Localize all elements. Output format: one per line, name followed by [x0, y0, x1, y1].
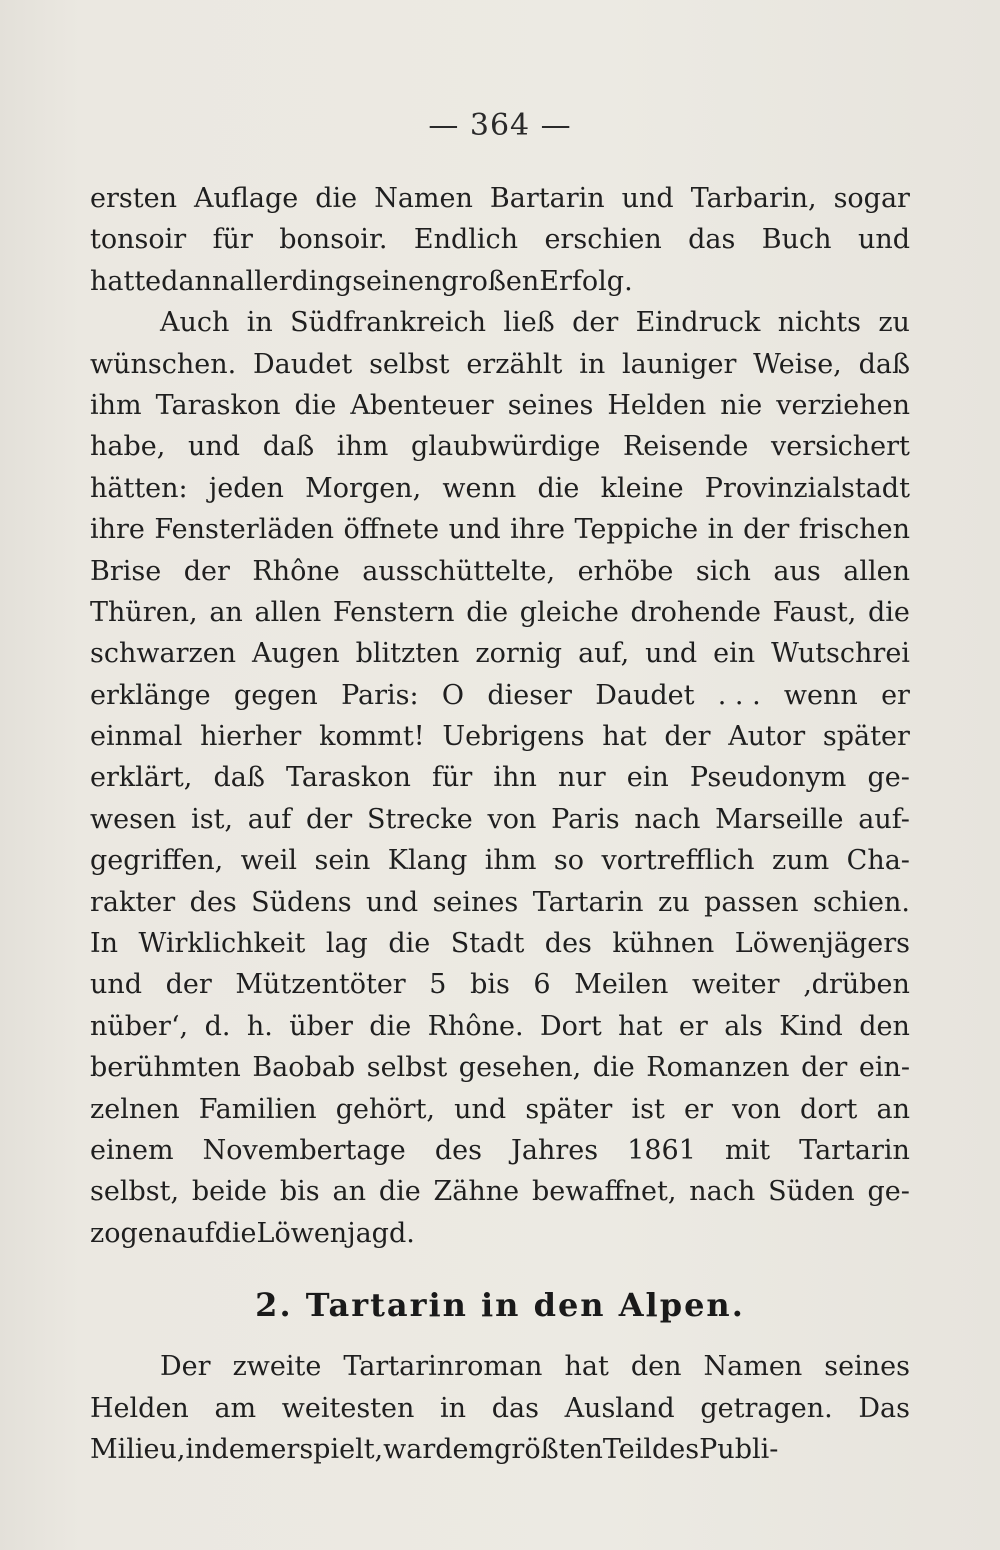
word: Buch: [761, 224, 832, 256]
word: h.: [246, 1010, 273, 1042]
word: Meilen: [574, 969, 669, 1001]
word: zweite: [232, 1351, 322, 1383]
word: Familien: [198, 1093, 317, 1125]
word: ein: [626, 762, 669, 794]
word: nach: [689, 1176, 756, 1208]
word: an: [209, 596, 243, 628]
word: Baobab: [252, 1052, 356, 1084]
word: auf-: [858, 803, 910, 835]
word: Uebrigens: [442, 721, 585, 753]
word: rakter: [90, 886, 176, 918]
word: Namen: [703, 1351, 803, 1383]
word: zelnen: [90, 1093, 180, 1125]
word: Klang: [387, 845, 468, 877]
word: dann: [161, 265, 230, 297]
word: Helden: [90, 1392, 189, 1424]
word: Thüren,: [90, 596, 198, 628]
word: gehört,: [335, 1093, 436, 1125]
word: Augen: [252, 638, 340, 670]
word: daß: [262, 431, 315, 463]
word: dem: [435, 1433, 495, 1465]
word: Auflage: [193, 183, 299, 214]
word: passen: [704, 886, 799, 918]
word: Stadt: [450, 928, 525, 960]
word: die: [537, 472, 580, 504]
section-heading-wrap: [90, 1274, 910, 1346]
text-line: [90, 633, 910, 674]
word: ist,: [191, 803, 234, 835]
body-text: [90, 178, 910, 1470]
word: Abenteuer: [350, 389, 494, 421]
word: erklänge: [90, 679, 211, 711]
word: Marseille: [715, 803, 844, 835]
word: getragen.: [700, 1392, 833, 1424]
word: nie: [720, 389, 763, 421]
word: hat: [618, 1010, 663, 1042]
word: an: [876, 1093, 910, 1125]
word: dort: [800, 1093, 858, 1125]
word: frischen: [798, 514, 910, 546]
word: und: [857, 224, 910, 256]
word: spielt,: [299, 1433, 384, 1465]
word: ihm: [484, 845, 537, 877]
word: gegen: [233, 679, 318, 711]
word: Pseudonym: [689, 762, 847, 794]
word: das: [688, 224, 736, 256]
word: Faust,: [772, 596, 857, 628]
word: allen: [254, 596, 322, 628]
text-line: [90, 1388, 910, 1429]
word: ihm: [336, 431, 389, 463]
word: bis: [279, 1176, 320, 1208]
word: öffnete: [343, 514, 440, 546]
word: Kind: [779, 1010, 843, 1042]
word: ge-: [867, 1176, 910, 1208]
word: Paris:: [341, 679, 419, 711]
word: ein: [713, 638, 756, 670]
word: Tartarinroman: [343, 1351, 543, 1383]
word: wenn: [442, 472, 517, 504]
word: zu: [878, 307, 910, 339]
text-line: [90, 302, 910, 343]
word: er: [683, 1093, 713, 1125]
word: ist: [631, 1093, 665, 1125]
word: und: [366, 886, 419, 918]
word: und: [448, 514, 501, 546]
word: blitzten: [355, 638, 460, 670]
word: ge-: [867, 762, 910, 794]
word: wünschen.: [90, 348, 237, 380]
word: Daudet: [595, 679, 695, 711]
word: 5: [429, 969, 447, 1001]
word: schien.: [813, 886, 910, 918]
word: habe,: [90, 431, 166, 463]
paragraph-3: [90, 1346, 910, 1470]
text-line: [90, 675, 910, 716]
word: des: [652, 1433, 700, 1465]
word: großen: [441, 265, 540, 297]
word: für: [212, 224, 253, 256]
word: die: [592, 1052, 635, 1084]
word: nur: [557, 762, 606, 794]
word: einmal: [90, 721, 183, 753]
word: Fensterläden: [154, 514, 334, 546]
word: Teppiche: [574, 514, 699, 546]
word: in: [440, 1392, 467, 1424]
word: hat: [602, 721, 647, 753]
word: berühmten: [90, 1052, 241, 1084]
word: war: [383, 1433, 436, 1465]
word: Dort: [540, 1010, 602, 1042]
word: die: [214, 1217, 257, 1249]
word: er: [678, 1010, 708, 1042]
word: selbst: [369, 348, 450, 380]
word: bis: [470, 969, 510, 1001]
word: Teil: [602, 1433, 653, 1465]
word: allerdings: [229, 265, 367, 297]
word: Brise: [90, 555, 162, 587]
word: Endlich: [413, 224, 519, 256]
word: das: [491, 1392, 539, 1424]
word: ersten: [90, 183, 177, 214]
word: der: [165, 969, 212, 1001]
word: kühnen: [612, 928, 715, 960]
word: ihre: [90, 514, 145, 546]
word: hätten:: [90, 472, 188, 504]
text-line: [90, 840, 910, 881]
word: kommt!: [319, 721, 425, 753]
word: erklärt,: [90, 762, 193, 794]
word: Novembertage: [202, 1134, 406, 1166]
word: dem: [211, 1433, 271, 1465]
word: und: [645, 638, 698, 670]
word: erhöbe: [577, 555, 674, 587]
word: hierher: [200, 721, 302, 753]
word: auf: [171, 1217, 215, 1249]
word: der: [664, 721, 711, 753]
word: auf: [247, 803, 292, 835]
word: mit: [724, 1134, 771, 1166]
word: von: [732, 1093, 781, 1125]
word: für: [432, 762, 473, 794]
word: zu: [658, 886, 690, 918]
word: zornig: [475, 638, 563, 670]
word: so: [553, 845, 584, 877]
word: d.: [204, 1010, 231, 1042]
word: wenn: [783, 679, 858, 711]
word: Cha-: [846, 845, 910, 877]
word: bonsoir.: [279, 224, 388, 256]
word: versichert: [771, 431, 910, 463]
word: wesen: [90, 803, 177, 835]
word: in: [185, 1433, 212, 1465]
text-line: [90, 1089, 910, 1130]
word: er: [270, 1433, 300, 1465]
word: Löwenjagd.: [256, 1217, 415, 1249]
word: und: [454, 1093, 507, 1125]
word: weitesten: [281, 1392, 415, 1424]
word: auf,: [578, 638, 630, 670]
word: glaubwürdige: [411, 431, 601, 463]
word: Paris: [551, 803, 620, 835]
word: Das: [858, 1392, 910, 1424]
word: Morgen,: [305, 472, 422, 504]
word: Südens: [251, 886, 352, 918]
word: vortrefflich: [601, 845, 755, 877]
word: lag: [325, 928, 368, 960]
text-line: [90, 468, 910, 509]
word: der: [743, 514, 790, 546]
word: die: [867, 596, 910, 628]
word: Rhône.: [427, 1010, 524, 1042]
word: selbst,: [90, 1176, 180, 1208]
word: Fenstern: [332, 596, 455, 628]
word: Bartarin: [489, 183, 605, 214]
word: Daudet: [253, 348, 353, 380]
word: Ausland: [564, 1392, 675, 1424]
word: ‚drüben: [803, 969, 910, 1001]
word: Autor: [728, 721, 806, 753]
word: über: [289, 1010, 353, 1042]
word: die: [378, 1176, 421, 1208]
word: Eindruck: [635, 307, 761, 339]
word: Tartarin: [532, 886, 644, 918]
word: in: [246, 307, 273, 339]
word: zum: [772, 845, 830, 877]
text-line: [90, 178, 910, 219]
word: erzählt: [466, 348, 563, 380]
text-line: [90, 261, 910, 302]
word: . . .: [717, 679, 761, 711]
word: hatte: [90, 265, 162, 297]
word: des: [544, 928, 592, 960]
word: gegriffen,: [90, 845, 224, 877]
word: größten: [494, 1433, 603, 1465]
word: den: [630, 1351, 682, 1383]
word: allen: [843, 555, 910, 587]
word: ein-: [858, 1052, 910, 1084]
text-line: [90, 1429, 910, 1470]
word: launiger: [622, 348, 737, 380]
word: ausschüttelte,: [362, 555, 556, 587]
text-line: [90, 426, 910, 467]
word: Taraskon: [155, 389, 281, 421]
page-number: — 364 —: [428, 108, 572, 143]
word: nach: [634, 803, 701, 835]
text-line: [90, 799, 910, 840]
word: aus: [773, 555, 821, 587]
text-line: [90, 1006, 910, 1047]
word: sogar: [833, 183, 910, 214]
text-line: [90, 757, 910, 798]
word: schwarzen: [90, 638, 237, 670]
text-line: [90, 923, 910, 964]
word: der: [183, 555, 230, 587]
word: später: [822, 721, 910, 753]
word: und: [187, 431, 241, 463]
word: beide: [191, 1176, 268, 1208]
word: daß: [858, 348, 910, 380]
word: Romanzen: [646, 1052, 790, 1084]
word: drohende: [630, 596, 761, 628]
word: von: [487, 803, 537, 835]
word: weil: [240, 845, 298, 877]
text-line: [90, 592, 910, 633]
word: einem: [90, 1134, 174, 1166]
word: seines: [824, 1351, 910, 1383]
word: tonsoir: [90, 224, 187, 256]
word: die: [294, 389, 337, 421]
text-line: [90, 1213, 910, 1254]
word: die: [466, 596, 509, 628]
word: nichts: [777, 307, 861, 339]
word: Reisende: [622, 431, 749, 463]
word: in: [707, 514, 734, 546]
word: die: [388, 928, 431, 960]
text-line: [90, 716, 910, 757]
word: die: [369, 1010, 412, 1042]
text-line: [90, 219, 910, 260]
text-line: [90, 882, 910, 923]
word: Namen: [374, 183, 473, 214]
word: O: [441, 679, 465, 711]
word: Tartarin: [799, 1134, 910, 1166]
word: er: [881, 679, 910, 711]
word: sein: [314, 845, 371, 877]
word: seines: [432, 886, 519, 918]
word: Publi-: [699, 1433, 779, 1465]
word: seines: [507, 389, 594, 421]
text-line: [90, 509, 910, 550]
word: später: [525, 1093, 613, 1125]
word: und: [621, 183, 674, 214]
word: einen: [366, 265, 442, 297]
word: ihm: [90, 389, 142, 421]
word: Auch: [160, 307, 230, 339]
word: Der: [160, 1351, 211, 1383]
word: des: [189, 886, 237, 918]
word: Strecke: [366, 803, 473, 835]
word: die: [315, 183, 358, 214]
word: daß: [213, 762, 265, 794]
word: der: [801, 1052, 848, 1084]
text-line: [90, 551, 910, 592]
word: Wirklichkeit: [138, 928, 306, 960]
word: kleine: [600, 472, 684, 504]
word: Mützentöter: [235, 969, 406, 1001]
text-line: [90, 344, 910, 385]
word: ließ: [503, 307, 555, 339]
word: selbst: [366, 1052, 448, 1084]
word: dieser: [487, 679, 572, 711]
text-line: [90, 385, 910, 426]
text-line: [90, 1047, 910, 1088]
word: In: [90, 928, 119, 960]
word: Helden: [607, 389, 707, 421]
word: weiter: [692, 969, 780, 1001]
word: ihn: [493, 762, 537, 794]
word: bewaffnet,: [532, 1176, 677, 1208]
text-line: [90, 1346, 910, 1387]
word: gesehen,: [458, 1052, 582, 1084]
word: Wutschrei: [771, 638, 910, 670]
word: Rhône: [252, 555, 340, 587]
text-line: [90, 1130, 910, 1171]
word: Südfrankreich: [290, 307, 487, 339]
word: verziehen: [776, 389, 910, 421]
word: Provinzialstadt: [704, 472, 910, 504]
word: 1861: [627, 1134, 696, 1166]
word: Jahres: [511, 1134, 599, 1166]
word: Tarbarin,: [690, 183, 817, 214]
paragraph-1: [90, 178, 910, 302]
word: des: [434, 1134, 482, 1166]
section-heading: 2. Tartarin in den Alpen.: [255, 1286, 745, 1325]
word: erschien: [544, 224, 662, 256]
word: gleiche: [519, 596, 619, 628]
word: Zähne: [433, 1176, 520, 1208]
word: Löwenjägers: [734, 928, 910, 960]
word: der: [306, 803, 353, 835]
word: Weise,: [753, 348, 842, 380]
section-spacer: [90, 1254, 910, 1274]
word: 6: [533, 969, 551, 1001]
word: in: [579, 348, 606, 380]
word: Taraskon: [286, 762, 411, 794]
word: der: [572, 307, 619, 339]
paragraph-2: [90, 302, 910, 1254]
word: am: [214, 1392, 257, 1424]
word: als: [724, 1010, 763, 1042]
word: den: [859, 1010, 910, 1042]
word: Erfolg.: [539, 265, 633, 297]
word: sich: [695, 555, 751, 587]
word: ihre: [510, 514, 566, 546]
word: Süden: [768, 1176, 855, 1208]
word: nüber‘,: [90, 1010, 189, 1042]
word: hat: [564, 1351, 609, 1383]
word: Milieu,: [90, 1433, 186, 1465]
word: jeden: [208, 472, 284, 504]
text-line: [90, 964, 910, 1005]
word: und: [90, 969, 143, 1001]
word: zogen: [90, 1217, 172, 1249]
word: an: [332, 1176, 366, 1208]
text-line: [90, 1171, 910, 1212]
